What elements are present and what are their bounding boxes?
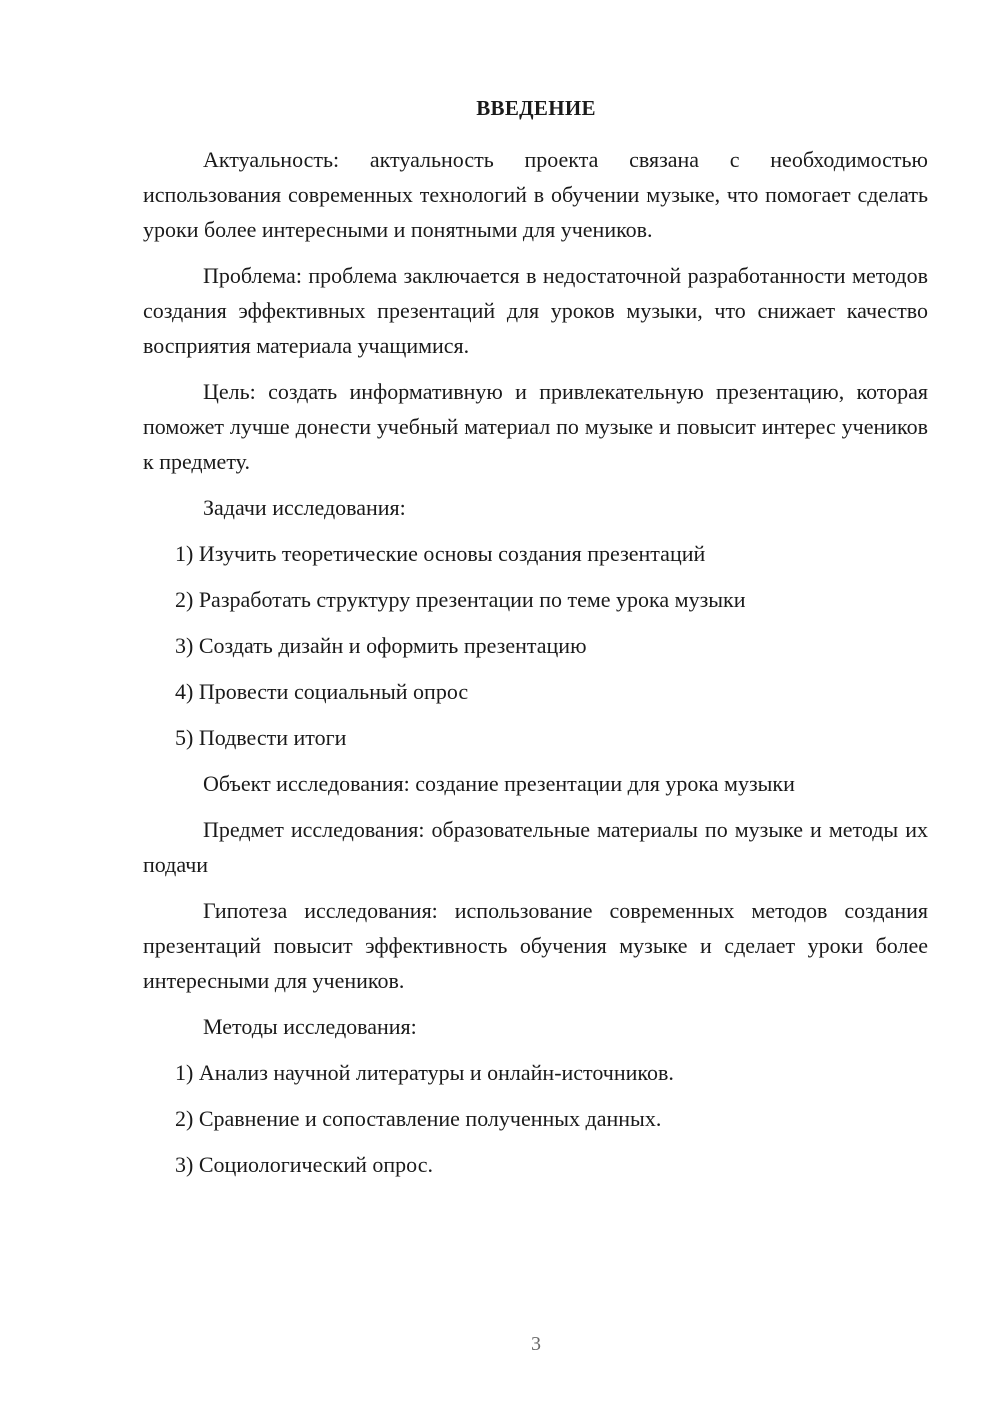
list-item: 3) Социологический опрос.: [175, 1152, 433, 1177]
relevance-paragraph: Актуальность: актуальность проекта связана с необходимостью использования современных технологий в обучении музыке, что помогает сделать уроки более интересными и понятными для учеников.: [143, 147, 928, 242]
tasks-list: [143, 536, 928, 755]
hypothesis-paragraph: Гипотеза исследования: использование современных методов создания презентаций повысит эффективность обучения музыке и сделает уроки более интересными для учеников.: [143, 898, 928, 993]
methods-list: [143, 1055, 928, 1182]
list-item: 5) Подвести итоги: [175, 725, 347, 750]
list-item: 2) Разработать структуру презентации по теме урока музыки: [175, 587, 746, 612]
problem-paragraph: Проблема: проблема заключается в недостаточной разработанности методов создания эффективных презентаций для уроков музыки, что снижает качество восприятия материала учащимися.: [143, 263, 928, 358]
object-paragraph: Объект исследования: создание презентации для урока музыки: [203, 771, 795, 796]
list-item: 4) Провести социальный опрос: [175, 679, 469, 704]
list-item: 2) Сравнение и сопоставление полученных данных.: [175, 1106, 662, 1131]
methods-heading: Методы исследования:: [203, 1014, 417, 1039]
goal-paragraph: Цель: создать информативную и привлекательную презентацию, которая поможет лучше донести учебный материал по музыке и повысит интерес учеников к предмету.: [143, 379, 928, 474]
tasks-heading: Задачи исследования:: [203, 495, 406, 520]
page-number: 3: [531, 1333, 541, 1355]
subject-paragraph: Предмет исследования: образовательные материалы по музыке и методы их подачи: [143, 817, 928, 877]
document-body: [143, 142, 928, 1193]
list-item: 3) Создать дизайн и оформить презентацию: [175, 633, 587, 658]
list-item: 1) Изучить теоретические основы создания презентаций: [175, 541, 706, 566]
page-title: ВВЕДЕНИЕ: [476, 96, 596, 120]
list-item: 1) Анализ научной литературы и онлайн-источников.: [175, 1060, 674, 1085]
